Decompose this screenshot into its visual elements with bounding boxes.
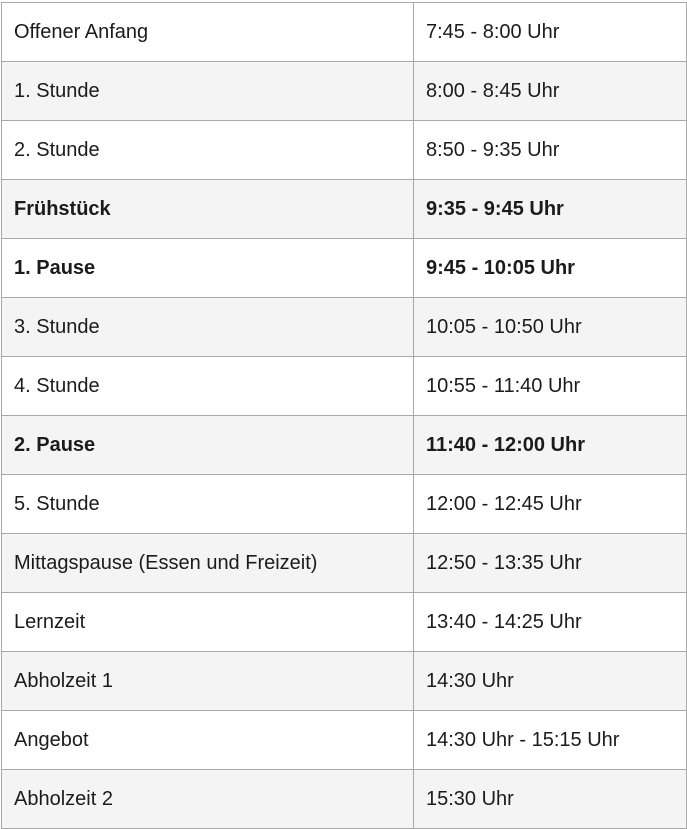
activity-cell: 1. Stunde bbox=[2, 62, 414, 121]
time-cell: 10:55 - 11:40 Uhr bbox=[414, 357, 687, 416]
time-cell: 14:30 Uhr bbox=[414, 652, 687, 711]
activity-cell: Angebot bbox=[2, 711, 414, 770]
schedule-row bbox=[2, 357, 687, 416]
schedule-table bbox=[1, 2, 687, 829]
time-cell: 15:30 Uhr bbox=[414, 770, 687, 829]
time-cell: 9:45 - 10:05 Uhr bbox=[414, 239, 687, 298]
activity-cell: Abholzeit 2 bbox=[2, 770, 414, 829]
time-cell: 13:40 - 14:25 Uhr bbox=[414, 593, 687, 652]
schedule-row bbox=[2, 711, 687, 770]
schedule-row bbox=[2, 770, 687, 829]
time-cell: 9:35 - 9:45 Uhr bbox=[414, 180, 687, 239]
activity-cell: 1. Pause bbox=[2, 239, 414, 298]
schedule-row bbox=[2, 298, 687, 357]
time-cell: 12:50 - 13:35 Uhr bbox=[414, 534, 687, 593]
time-cell: 8:00 - 8:45 Uhr bbox=[414, 62, 687, 121]
schedule-row bbox=[2, 121, 687, 180]
activity-cell: Frühstück bbox=[2, 180, 414, 239]
activity-cell: 2. Pause bbox=[2, 416, 414, 475]
schedule-row bbox=[2, 652, 687, 711]
activity-cell: Mittagspause (Essen und Freizeit) bbox=[2, 534, 414, 593]
schedule-row bbox=[2, 180, 687, 239]
schedule-row bbox=[2, 593, 687, 652]
schedule-row bbox=[2, 3, 687, 62]
activity-cell: Abholzeit 1 bbox=[2, 652, 414, 711]
activity-cell: 2. Stunde bbox=[2, 121, 414, 180]
activity-cell: 5. Stunde bbox=[2, 475, 414, 534]
activity-cell: Lernzeit bbox=[2, 593, 414, 652]
activity-cell: 4. Stunde bbox=[2, 357, 414, 416]
activity-cell: Offener Anfang bbox=[2, 3, 414, 62]
schedule-row bbox=[2, 416, 687, 475]
time-cell: 11:40 - 12:00 Uhr bbox=[414, 416, 687, 475]
time-cell: 10:05 - 10:50 Uhr bbox=[414, 298, 687, 357]
schedule-row bbox=[2, 239, 687, 298]
schedule-row bbox=[2, 475, 687, 534]
activity-cell: 3. Stunde bbox=[2, 298, 414, 357]
time-cell: 8:50 - 9:35 Uhr bbox=[414, 121, 687, 180]
schedule-row bbox=[2, 534, 687, 593]
time-cell: 12:00 - 12:45 Uhr bbox=[414, 475, 687, 534]
time-cell: 7:45 - 8:00 Uhr bbox=[414, 3, 687, 62]
schedule-row bbox=[2, 62, 687, 121]
time-cell: 14:30 Uhr - 15:15 Uhr bbox=[414, 711, 687, 770]
